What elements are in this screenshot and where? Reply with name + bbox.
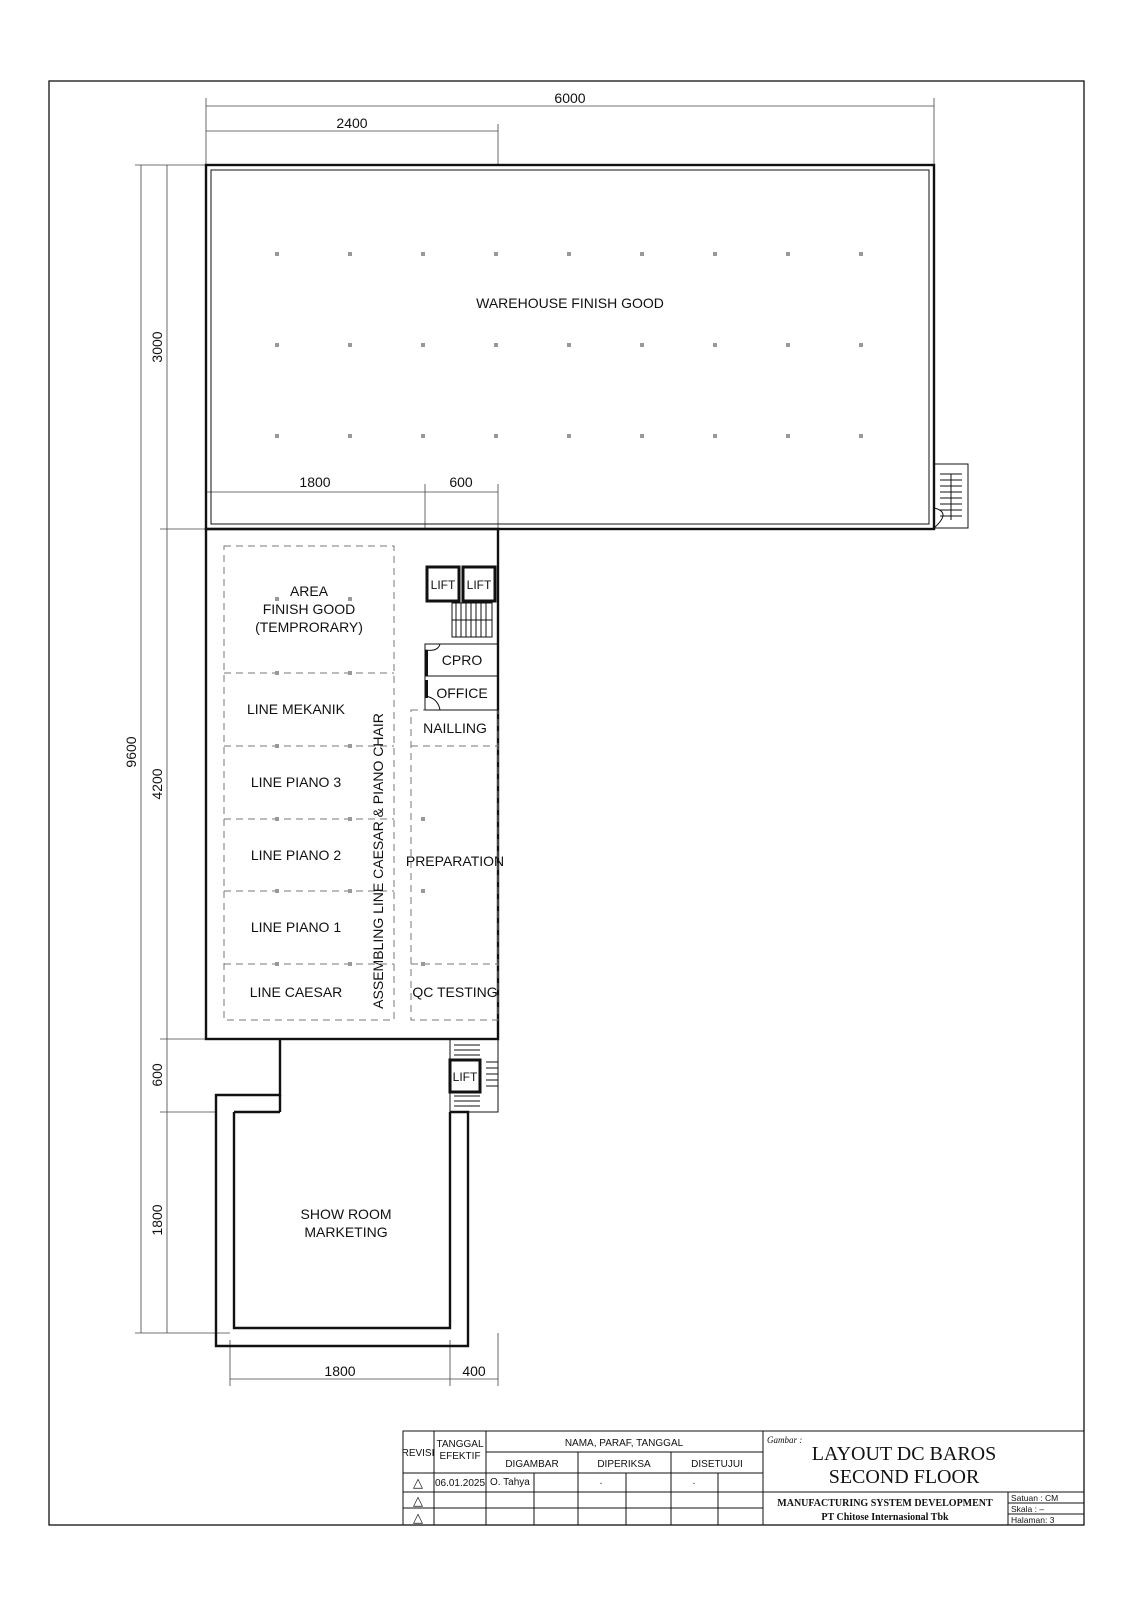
showroom-wing <box>216 1039 498 1346</box>
tb-department: MANUFACTURING SYSTEM DEVELOPMENT <box>777 1498 993 1509</box>
area-finish-good-line2: FINISH GOOD <box>262 601 356 617</box>
lift-1-label: LIFT <box>430 578 456 592</box>
dim-warehouse-height: 3000 <box>149 331 165 363</box>
tb-company: PT Chitose Internasional Tbk <box>821 1512 949 1523</box>
dim-lift-zone-height: 600 <box>149 1063 165 1087</box>
assembling-vertical-label: ASSEMBLING LINE CAESAR & PIANO CHAIR <box>370 713 386 1009</box>
cpro-label: CPRO <box>441 652 483 668</box>
tb-rev-symbol-1: △ <box>413 1475 423 1490</box>
tb-tanggal-2: EFEKTIF <box>439 1451 481 1462</box>
dim-mid-left-width: 1800 <box>299 474 331 490</box>
dim-bottom-left-width: 1800 <box>324 1363 356 1379</box>
tb-revisi: REVISI <box>401 1448 435 1459</box>
dim-total-height: 9600 <box>123 736 139 768</box>
tb-digambar: DIGAMBAR <box>505 1459 559 1470</box>
tb-tanggal-1: TANGGAL <box>436 1439 484 1450</box>
qc-testing-label: QC TESTING <box>412 984 498 1000</box>
tb-gambar-label: Gambar : <box>767 1435 803 1445</box>
lift-3-label: LIFT <box>452 1070 478 1084</box>
tb-halaman: Halaman: 3 <box>1011 1515 1055 1525</box>
dim-bottom-right-width: 400 <box>462 1363 486 1379</box>
line-piano-1-label: LINE PIANO 1 <box>250 919 342 935</box>
warehouse-column-grid <box>275 252 863 438</box>
tb-title-line2: SECOND FLOOR <box>828 1466 980 1488</box>
tb-satuan: Satuan : CM <box>1011 1493 1059 1503</box>
line-piano-3-label: LINE PIANO 3 <box>250 774 342 790</box>
tb-nama-paraf-tanggal: NAMA, PARAF, TANGGAL <box>564 1438 684 1449</box>
warehouse-label: WAREHOUSE FINISH GOOD <box>476 295 664 311</box>
showroom-line2: MARKETING <box>304 1224 388 1240</box>
line-mekanik-label: LINE MEKANIK <box>246 701 346 717</box>
tb-rev-symbol-2: △ <box>413 1493 423 1508</box>
preparation-label: PREPARATION <box>405 853 505 869</box>
dim-showroom-height: 1800 <box>149 1204 165 1236</box>
dim-assembly-height: 4200 <box>149 768 165 800</box>
tb-date: 06.01.2025 <box>434 1478 486 1489</box>
line-piano-2-label: LINE PIANO 2 <box>250 847 342 863</box>
showroom-line1: SHOW ROOM <box>300 1206 392 1222</box>
tb-dot-diperiksa: . <box>599 1476 603 1487</box>
dim-total-width: 6000 <box>554 90 586 106</box>
area-finish-good-line3: (TEMPRORARY) <box>255 619 363 635</box>
tb-rev-symbol-3: △ <box>413 1510 423 1525</box>
dim-top-left-width: 2400 <box>336 115 368 131</box>
tb-diperiksa: DIPERIKSA <box>597 1459 651 1470</box>
tb-skala: Skala : – <box>1011 1504 1045 1514</box>
line-caesar-label: LINE CAESAR <box>249 984 343 1000</box>
tb-drawn-by: O. Tahya <box>490 1477 530 1488</box>
area-finish-good-line1: AREA <box>289 583 329 599</box>
nailling-label: NAILLING <box>423 720 487 736</box>
dim-mid-right-width: 600 <box>449 474 473 490</box>
tb-title-line1: LAYOUT DC BAROS <box>811 1443 997 1465</box>
dimension-lines <box>135 98 934 1386</box>
tb-disetujui: DISETUJUI <box>691 1459 743 1470</box>
office-label: OFFICE <box>436 685 488 701</box>
lift-2-label: LIFT <box>466 578 492 592</box>
tb-dot-disetujui: . <box>692 1476 696 1487</box>
